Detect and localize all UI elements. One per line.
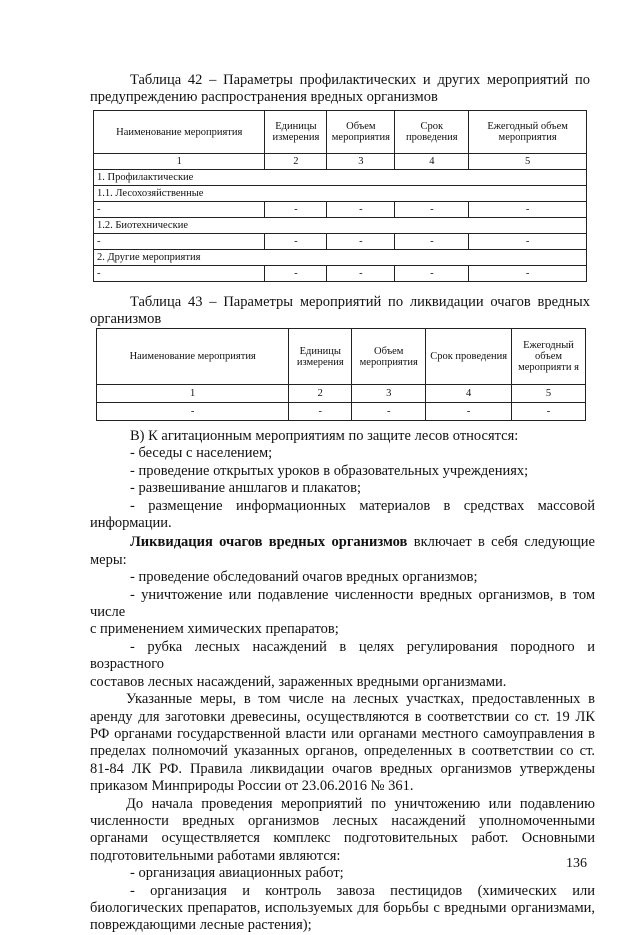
body-text — [90, 428, 595, 935]
table42-caption-line2: предупреждению распространения вредных организмов — [90, 89, 438, 105]
page-number: 136 — [566, 856, 587, 871]
table43-num-4: 4 — [426, 385, 512, 403]
table-43 — [96, 328, 586, 421]
table-row — [94, 186, 587, 202]
list-item: - уничтожение или подавление численности вредных организмов, в том числе — [90, 586, 595, 621]
table42-num-3: 3 — [327, 154, 395, 170]
list-item: - размещение информационных материалов в средствах массовой — [130, 497, 595, 514]
list-item: - беседы с населением; — [130, 445, 273, 462]
table-row — [94, 250, 587, 266]
table42-cell: - — [327, 266, 395, 282]
table43-num-2: 2 — [289, 385, 352, 403]
table42-section: 1. Профилактические — [94, 170, 587, 186]
table42-num-2: 2 — [265, 154, 327, 170]
table43-caption-line2: организмов — [90, 311, 162, 327]
table42-num-5: 5 — [469, 154, 587, 170]
list-item: - проведение открытых уроков в образовательных учреждениях; — [130, 462, 529, 479]
table42-cell: - — [395, 202, 469, 218]
table43-cell: - — [352, 403, 426, 421]
table-row — [94, 170, 587, 186]
table42-cell: - — [395, 234, 469, 250]
table43-num-5: 5 — [512, 385, 586, 403]
table42-cell: - — [94, 266, 265, 282]
paragraph: До начала проведения мероприятий по уничтожению или подавлению численности вредных организмов лесных насаждений уполномоченными органами осуществляется комплекс подготовительных работ. Основными подготовительными работами являются: — [90, 795, 595, 864]
table42-caption-line1: Таблица 42 – Параметры профилактических и других мероприятий по — [130, 72, 590, 88]
table42-cell: - — [265, 266, 327, 282]
list-item: - организация авиационных работ; — [130, 865, 344, 882]
table42-cell: - — [94, 202, 265, 218]
list-item: - проведение обследований очагов вредных организмов; — [130, 569, 478, 586]
table42-number-row — [94, 154, 587, 170]
table42-cell: - — [469, 234, 587, 250]
bold-heading: Ликвидация очагов вредных организмов — [130, 534, 408, 551]
table42-section: 1.2. Биотехнические — [94, 218, 587, 234]
table42-cell: - — [395, 266, 469, 282]
table43-num-1: 1 — [97, 385, 289, 403]
table42-section: 1.1. Лесохозяйственные — [94, 186, 587, 202]
table43-num-3: 3 — [352, 385, 426, 403]
table42-num-4: 4 — [395, 154, 469, 170]
table42-cell: - — [94, 234, 265, 250]
table43-header-annual: Ежегодный объем мероприяти я — [512, 329, 586, 385]
table43-caption — [90, 294, 590, 328]
table-row — [94, 266, 587, 282]
table43-header-period: Срок проведения — [426, 329, 512, 385]
table42-section: 2. Другие мероприятия — [94, 250, 587, 266]
table42-header-row — [94, 111, 587, 154]
table-42 — [93, 110, 587, 282]
table42-header-annual: Ежегодный объем мероприятия — [469, 111, 587, 154]
paragraph: В) К агитационным мероприятиям по защите лесов относятся: — [130, 428, 519, 444]
table42-cell: - — [469, 202, 587, 218]
list-item: - рубка лесных насаждений в целях регулирования породного и возрастного — [90, 638, 595, 673]
table43-header-name: Наименование мероприятия — [97, 329, 289, 385]
table-row — [94, 202, 587, 218]
table-row — [97, 403, 586, 421]
list-item-continuation: информации. — [90, 515, 172, 532]
table43-header-row — [97, 329, 586, 385]
table43-number-row — [97, 385, 586, 403]
table42-cell: - — [469, 266, 587, 282]
table43-cell: - — [512, 403, 586, 421]
table42-cell: - — [265, 234, 327, 250]
list-item: - развешивание аншлагов и плакатов; — [130, 480, 361, 497]
table42-cell: - — [327, 234, 395, 250]
list-item-continuation: составов лесных насаждений, зараженных вредными организмами. — [90, 673, 507, 690]
table43-cell: - — [97, 403, 289, 421]
table42-cell: - — [265, 202, 327, 218]
list-item-continuation: с применением химических препаратов; — [90, 621, 339, 638]
table42-header-units: Единицы измерения — [265, 111, 327, 154]
list-item: - организация и контроль завоза пестицидов (химических или биологических препаратов, используемых для борьбы с вредными организмами, повреждающими лесные растения); — [90, 882, 595, 934]
paragraph: Указанные меры, в том числе на лесных участках, предоставленных в аренду для заготовки древесины, осуществляются в соответствии со ст. 19 ЛК РФ органами государственной власти или органами местного самоуправления в пределах полномочий указанных органов, определенных в соответствии со ст. 81-84 ЛК РФ. Правила ликвидации очагов вредных организмов утверждены приказом Минприроды России от 23.06.2016 № 361. — [90, 691, 595, 795]
table43-header-units: Единицы измерения — [289, 329, 352, 385]
table42-header-period: Срок проведения — [395, 111, 469, 154]
table43-caption-line1: Таблица 43 – Параметры мероприятий по ликвидации очагов вредных — [130, 294, 590, 310]
table-row — [94, 218, 587, 234]
table43-cell: - — [289, 403, 352, 421]
table42-caption — [90, 72, 590, 106]
table42-cell: - — [327, 202, 395, 218]
paragraph-liquidation — [90, 534, 595, 569]
paragraph-rest: включает в себя следующие меры: — [90, 534, 595, 568]
table43-cell: - — [426, 403, 512, 421]
table-row — [94, 234, 587, 250]
table42-num-1: 1 — [94, 154, 265, 170]
table42-header-name: Наименование мероприятия — [94, 111, 265, 154]
table42-header-volume: Объем мероприятия — [327, 111, 395, 154]
table43-header-volume: Объем мероприятия — [352, 329, 426, 385]
